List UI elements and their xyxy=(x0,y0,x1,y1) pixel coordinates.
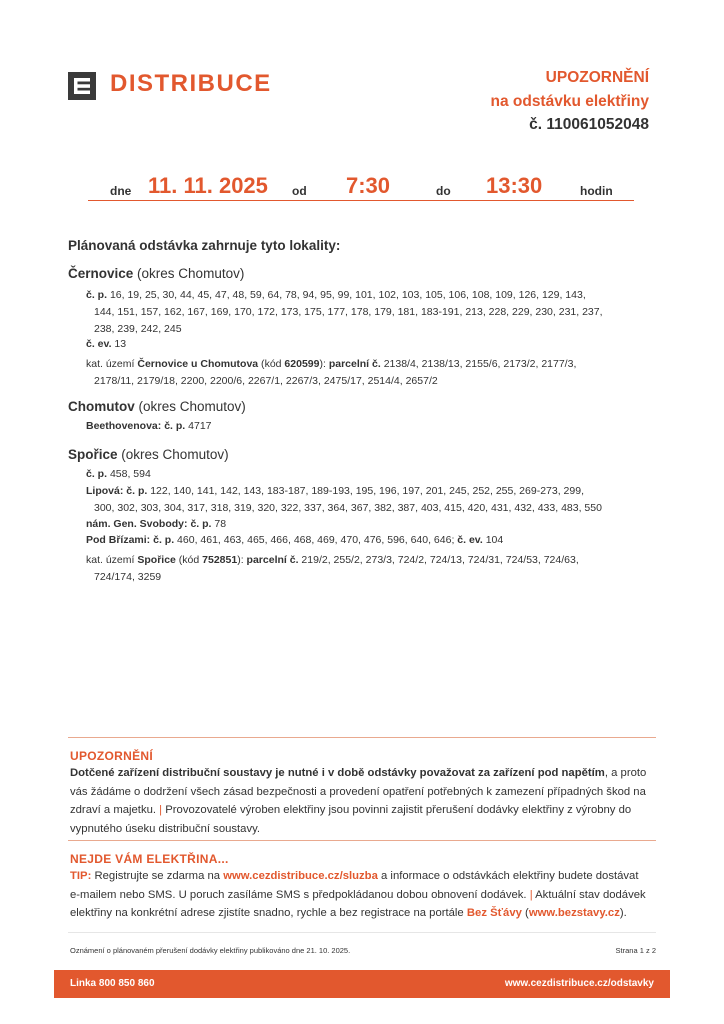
location-sporice-heading xyxy=(68,447,229,462)
street-name: nám. Gen. Svobody: xyxy=(86,518,188,530)
cernovice-cp-line3: 238, 239, 242, 245 xyxy=(94,323,182,335)
separator: | xyxy=(159,804,163,816)
location-name: Chomutov xyxy=(68,399,135,414)
cp-label: č. p. xyxy=(153,534,175,546)
schedule-line xyxy=(88,173,634,202)
logo-icon xyxy=(68,72,96,100)
portal-name[interactable]: Bez Šťávy xyxy=(466,907,522,919)
nopower-l1a: Registrujte se zdarma na xyxy=(94,870,221,882)
kat-name: Spořice xyxy=(137,554,176,566)
location-district: (okres Chomutov) xyxy=(121,447,229,462)
street-name: Lipová: xyxy=(86,485,124,497)
cev-value: 13 xyxy=(114,338,127,350)
warning-line3b: Provozovatelé výroben elektřiny jsou povinni zajistit přerušení dodávky elektřiny z výrobny do xyxy=(165,804,632,816)
street-name: Pod Břízami: xyxy=(86,534,151,546)
footer-bar xyxy=(54,970,670,998)
cev-value: 104 xyxy=(485,534,504,546)
cernovice-cp-line2: 144, 151, 157, 162, 167, 169, 170, 172, 173, 175, 177, 178, 179, 181, 183-191, 213, 228, 229, 230, 231, 237, xyxy=(94,306,603,318)
location-chomutov-heading xyxy=(68,399,246,414)
page-number: Strana 1 z 2 xyxy=(615,946,656,955)
warning-line-1 xyxy=(70,764,660,783)
end-time: 13:30 xyxy=(486,173,543,198)
warning-line-2: vás žádáme o dodržení všech zásad bezpečnosti a provedení opatření potřebných k zamezení případných škod na xyxy=(70,785,646,798)
sporice-cp xyxy=(86,466,151,483)
warning-title: UPOZORNĚNÍ xyxy=(70,749,154,763)
location-name: Černovice xyxy=(68,266,134,281)
kod-label: kód xyxy=(182,554,200,566)
hotline-text: Linka 800 850 860 xyxy=(70,978,155,989)
start-label: od xyxy=(292,184,307,198)
cp-label: č. p. xyxy=(86,468,108,480)
location-cernovice-heading xyxy=(68,266,244,281)
warning-bold: Dotčené zařízení distribuční soustavy je nutné i v době odstávky považovat za zařízení pod napětím xyxy=(70,767,605,779)
cp-values: 458, 594 xyxy=(109,468,151,480)
cp-values: 122, 140, 141, 142, 143, 183-187, 189-193, 195, 196, 197, 201, 245, 252, 255, 269-273, 299, xyxy=(150,485,584,497)
nopower-line-3: elektřiny na konkrétní adrese zjistíte snadno, rychle a bez registrace na portále Bez Šťávy (www.bezstavy.cz). xyxy=(70,907,627,919)
warning-line-4: vypnutého úseku distribuční soustavy. xyxy=(70,822,261,835)
warning-line-3 xyxy=(70,801,660,820)
portal-link[interactable]: www.bezstavy.cz xyxy=(528,907,620,919)
notice-title: UPOZORNĚNÍ xyxy=(545,69,649,86)
cp-label: č. p. xyxy=(190,518,212,530)
nopower-l3b: . xyxy=(623,907,627,919)
separator: | xyxy=(529,888,533,901)
nopower-line-1 xyxy=(70,867,660,886)
cernovice-parcels-line1: kat. území Černovice u Chomutova (kód 620599): parcelní č. 2138/4, 2138/13, 2155/6, 2173/2, 2177/3, xyxy=(86,358,577,370)
cp-values: 460, 461, 463, 465, 466, 468, 469, 470, 476, 596, 640, 646; xyxy=(177,534,455,546)
chomutov-street xyxy=(86,418,212,435)
cp-values: 16, 19, 25, 30, 44, 45, 47, 48, 59, 64, 78, 94, 95, 99, 101, 102, 103, 105, 106, 108, 109, 126, 129, 143, xyxy=(109,289,586,301)
kat-code: 620599 xyxy=(284,358,320,370)
warning-divider-bottom xyxy=(68,840,656,841)
nopower-l3a: elektřiny na konkrétní adrese zjistíte snadno, rychle a bez registrace na portále xyxy=(70,907,464,919)
tip-label: TIP: xyxy=(70,870,92,882)
locations-intro: Plánovaná odstávka zahrnuje tyto lokality: xyxy=(68,238,341,253)
parcel-label: parcelní č. xyxy=(246,554,299,566)
location-name: Spořice xyxy=(68,447,118,462)
parcel-label: parcelní č. xyxy=(328,358,381,370)
date-divider xyxy=(88,200,634,201)
sporice-lipova-line2: 300, 302, 303, 304, 317, 318, 319, 320, 322, 337, 364, 367, 382, 387, 403, 415, 420, 431, 432, 433, 483, 550 xyxy=(94,502,602,514)
notice-subtitle: na odstávku elektřiny xyxy=(490,93,649,110)
nopower-l2a: e-mailem nebo SMS. U poruch zasíláme SMS s předpokládanou dobou obnovení dodávek. xyxy=(70,888,527,901)
logo-text: DISTRIBUCE xyxy=(110,70,272,97)
cp-label: č. p. xyxy=(86,289,108,301)
location-district: (okres Chomutov) xyxy=(137,266,245,281)
location-district: (okres Chomutov) xyxy=(138,399,246,414)
cev-label: č. ev. xyxy=(86,338,112,350)
sporice-parcels-line2: 724/174, 3259 xyxy=(94,571,162,583)
warning-text xyxy=(70,764,660,838)
kat-label: kat. území xyxy=(86,358,135,370)
hours-label: hodin xyxy=(580,184,613,198)
warning-divider-top xyxy=(68,737,656,738)
cernovice-cev xyxy=(86,336,126,353)
cp-values: 4717 xyxy=(188,420,212,432)
cp-label: č. p. xyxy=(126,485,148,497)
street-name: Beethovenova: xyxy=(86,420,162,432)
footer-divider xyxy=(68,932,656,933)
date-label: dne xyxy=(110,184,132,198)
sporice-pod-brizami xyxy=(86,532,503,549)
parcel-values: 2138/4, 2138/13, 2155/6, 2173/2, 2177/3, xyxy=(383,358,577,370)
nopower-title: NEJDE VÁM ELEKTŘINA... xyxy=(70,852,229,866)
cp-label: č. p. xyxy=(164,420,186,432)
kod-label: kód xyxy=(264,358,282,370)
nopower-line-2 xyxy=(70,886,660,905)
nopower-l1b: a informace o odstávkách elektřiny budete dostávat xyxy=(381,870,639,882)
cernovice-parcels-line2: 2178/11, 2179/18, 2200, 2200/6, 2267/1, 2267/3, 2475/17, 2514/4, 2657/2 xyxy=(94,375,438,387)
cev-label: č. ev. xyxy=(457,534,483,546)
published-note: Oznámení o plánovaném přerušení dodávky elektřiny publikováno dne 21. 10. 2025. xyxy=(70,946,351,955)
kat-name: Černovice u Chomutova xyxy=(137,358,259,370)
sporice-lipova-line1 xyxy=(86,483,584,500)
kat-code: 752851 xyxy=(202,554,238,566)
end-label: do xyxy=(436,184,451,198)
sporice-parcels-line1: kat. území Spořice (kód 752851): parcelní č. 219/2, 255/2, 273/3, 724/2, 724/13, 724/31, 724/53, 724/63, xyxy=(86,554,579,566)
parcel-values: 219/2, 255/2, 273/3, 724/2, 724/13, 724/31, 724/53, 724/63, xyxy=(301,554,579,566)
start-time: 7:30 xyxy=(346,173,391,198)
outages-link[interactable]: www.cezdistribuce.cz/odstavky xyxy=(504,978,654,989)
kat-label: kat. území xyxy=(86,554,135,566)
date-value: 11. 11. 2025 xyxy=(148,173,268,198)
warning-text1: , a proto xyxy=(604,767,647,779)
notice-number: č. 110061052048 xyxy=(529,116,649,133)
nopower-l2b: Aktuální stav dodávek xyxy=(535,888,646,901)
sporice-nam-svobody xyxy=(86,516,226,533)
nopower-text xyxy=(70,867,660,923)
registration-link[interactable]: www.cezdistribuce.cz/sluzba xyxy=(223,870,378,882)
cp-values: 78 xyxy=(214,518,227,530)
cernovice-cp-line1 xyxy=(86,287,586,304)
warning-line3a: zdraví a majetku. xyxy=(70,804,157,816)
